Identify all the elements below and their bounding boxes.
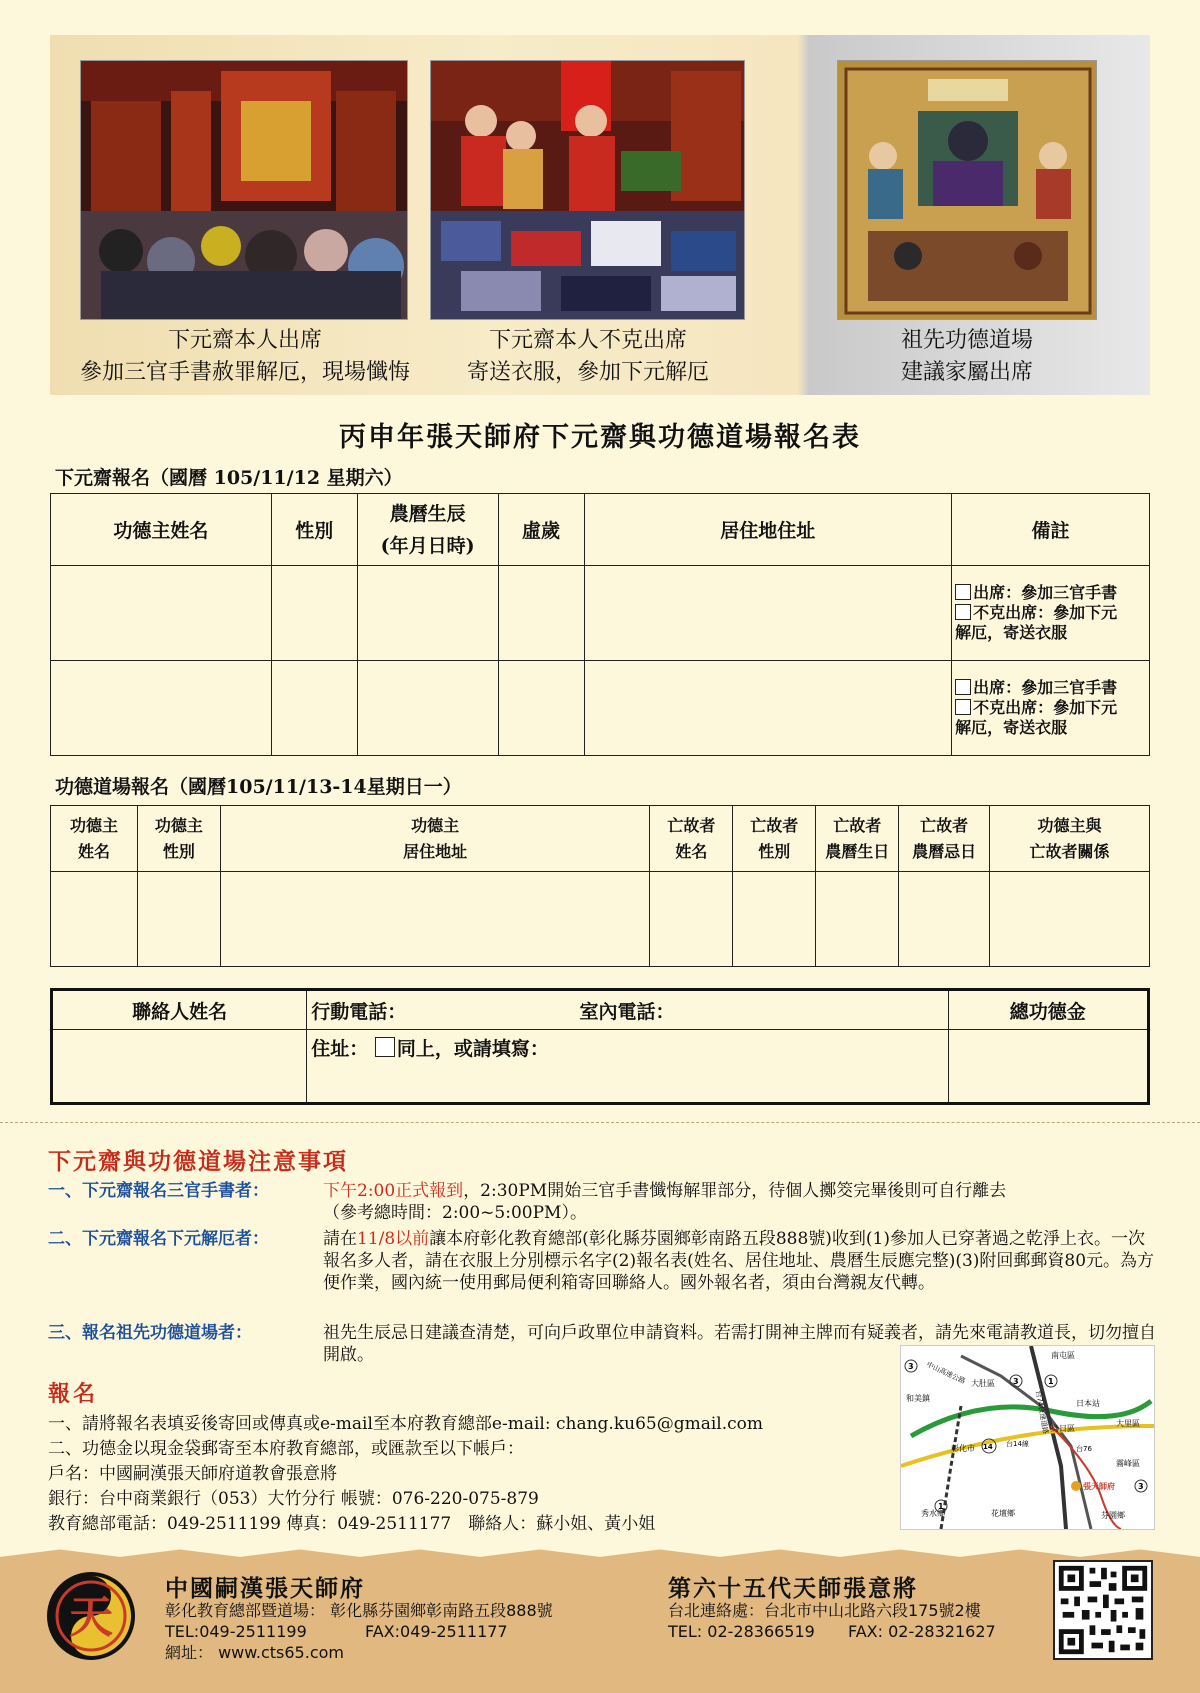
route-marker-1: 3 — [908, 1362, 914, 1371]
map-label-dali: 大里區 — [1116, 1419, 1140, 1428]
caption-ancestral — [787, 325, 1147, 389]
mobile-phone-label: 行動電話： — [311, 1000, 407, 1023]
absent-option-label-cont: 解厄，寄送衣服 — [955, 623, 1068, 642]
phone-header-cell — [307, 990, 948, 1030]
map-label-route14: 台14線 — [1006, 1440, 1029, 1448]
attend-option-label: 出席：參加三官手書 — [973, 678, 1118, 697]
absent-option-label: 不克出席：參加下元 — [973, 603, 1118, 622]
location-map — [900, 1345, 1155, 1530]
route-marker-6: 3 — [1013, 1377, 1019, 1386]
footer-master-title: 第六十五代天師張意將 — [668, 1575, 918, 1602]
home-phone-label: 室內電話： — [579, 1000, 675, 1023]
header-merit-gender-line1: 功德主 — [154, 815, 203, 835]
input-cell-merit-address[interactable] — [220, 872, 650, 967]
table-row — [51, 566, 1150, 661]
footer-taipei-phone: TEL: 02-28366519 — [668, 1622, 815, 1641]
map-label-wufeng: 霧峰區 — [1116, 1459, 1140, 1468]
table-row — [51, 872, 1150, 967]
caption-attend — [65, 325, 425, 389]
note-item-1-body2: （參考總時間：2:00~5:00PM）。 — [323, 1203, 587, 1223]
header-deceased-name-line2: 姓名 — [675, 841, 708, 861]
input-cell-contact-name[interactable] — [52, 1030, 307, 1104]
same-as-above-label: 同上，或請填寫： — [396, 1038, 549, 1060]
map-label-highway1: 中山高速公路 — [925, 1360, 967, 1386]
footer-hq-address: 彰化教育總部暨道場： 彰化縣芬園鄉彰南路五段888號 — [165, 1601, 553, 1620]
caption-ancestral-line2: 建議家屬出席 — [900, 360, 1033, 385]
note-item-1-label: 一、下元齋報名三官手書者： — [48, 1181, 269, 1201]
caption-attend-line2: 參加三官手書赦罪解厄，現場懺悔 — [79, 360, 410, 385]
qr-code-icon — [1053, 1560, 1153, 1660]
header-deceased-birthday-line1: 亡故者 — [833, 815, 882, 835]
header-merit-address — [220, 806, 650, 872]
logo-character: 天 — [69, 1592, 113, 1643]
footer-taipei-address: 台北連絡處：台北市中山北路六段175號2樓 — [668, 1601, 981, 1620]
input-cell-merit-gender[interactable] — [137, 872, 220, 967]
merit-registration-table — [50, 805, 1150, 967]
map-label-changhua: 彰化市 — [951, 1444, 975, 1453]
note-item-1-body: ，2:30PM開始三官手書懺悔解罪部分，待個人擲筊完畢後則可自行離去 — [463, 1181, 1007, 1201]
same-as-above-checkbox[interactable] — [375, 1037, 395, 1057]
input-cell-lunar-birth[interactable] — [357, 566, 498, 661]
contact-name-header: 聯絡人姓名 — [52, 990, 307, 1030]
note-item-2-text — [323, 1228, 1158, 1294]
caption-absent — [408, 325, 768, 389]
footer-hq-fax: FAX:049-2511177 — [365, 1622, 508, 1641]
header-lunar-birth-line2: (年月日時) — [380, 534, 475, 557]
map-label-hemei: 和美鎮 — [906, 1394, 930, 1403]
input-cell-gender[interactable] — [271, 566, 357, 661]
route-marker-3: 3 — [1138, 1482, 1144, 1491]
note-item-3-label: 三、報名祖先功德道場者： — [48, 1323, 252, 1343]
map-label-fenyuan: 芬園鄉 — [1101, 1511, 1125, 1520]
note-item-2-pre: 請在 — [323, 1229, 357, 1249]
photo-temple-ceremony — [80, 60, 408, 320]
absent-option-label-cont: 解厄，寄送衣服 — [955, 718, 1068, 737]
footer-website: 網址： www.cts65.com — [165, 1643, 344, 1662]
input-cell-gender[interactable] — [271, 661, 357, 756]
caption-absent-line2: 寄送衣服，參加下元解厄 — [466, 360, 709, 385]
input-cell-deceased-gender[interactable] — [733, 872, 816, 967]
header-deceased-name-line1: 亡故者 — [667, 815, 716, 835]
map-label-expressway74: 台74快速道路 — [1034, 1389, 1050, 1435]
map-label-station: 日本站 — [1076, 1399, 1100, 1408]
registration-line-3: 戶名：中國嗣漢張天師府道教會張意將 — [48, 1464, 337, 1484]
attend-option-label: 出席：參加三官手書 — [973, 583, 1118, 602]
input-cell-deceased-birthday[interactable] — [816, 872, 899, 967]
header-name: 功德主姓名 — [51, 494, 272, 566]
temple-ceremony-image — [81, 61, 408, 320]
header-relationship-line1: 功德主與 — [1037, 815, 1102, 835]
caption-attend-line1: 下元齋本人出席 — [167, 328, 322, 353]
map-label-dadu: 大肚區 — [971, 1379, 995, 1388]
attend-checkbox[interactable] — [955, 679, 971, 695]
note-item-3-body: 祖先生辰忌日建議查清楚，可向戶政單位申請資料。若需打開神主牌而有疑義者，請先來電請教道長，切勿擅自開啟。 — [323, 1323, 1156, 1365]
map-label-huatan: 花壇鄉 — [991, 1509, 1015, 1518]
header-merit-name-line1: 功德主 — [69, 815, 118, 835]
input-cell-lunar-birth[interactable] — [357, 661, 498, 756]
photo-priests-clothing — [430, 60, 745, 320]
header-merit-name-line2: 姓名 — [77, 841, 110, 861]
header-gender: 性別 — [271, 494, 357, 566]
notes-title: 下元齋與功德道場注意事項 — [48, 1148, 348, 1175]
input-cell-merit-name[interactable] — [51, 872, 138, 967]
note-item-2 — [48, 1228, 1158, 1318]
input-cell-age[interactable] — [498, 661, 584, 756]
caption-absent-line1: 下元齋本人不克出席 — [488, 328, 687, 353]
header-lunar-birth — [357, 494, 498, 566]
ancestral-painting-image — [838, 61, 1097, 320]
header-deceased-gender-line1: 亡故者 — [750, 815, 799, 835]
route-marker-5: 14 — [983, 1443, 993, 1451]
header-merit-address-line2: 居住地址 — [403, 841, 468, 861]
input-cell-total-merit[interactable] — [948, 1030, 1148, 1104]
header-merit-gender — [137, 806, 220, 872]
map-label-route76: 台76 — [1076, 1445, 1092, 1453]
footer-hq-phone: TEL:049-2511199 — [165, 1622, 307, 1641]
header-deceased-name — [650, 806, 733, 872]
footer-taipei-fax: FAX: 02-28321627 — [848, 1622, 996, 1641]
address-cell[interactable] — [307, 1030, 948, 1104]
header-merit-address-line1: 功德主 — [411, 815, 460, 835]
header-lunar-birth-line1: 農曆生辰 — [389, 502, 466, 525]
section-xiayuan-label: 下元齋報名（國曆 105/11/12 星期六） — [55, 467, 403, 489]
xiayuan-registration-table — [50, 493, 1150, 756]
registration-title: 報名 — [48, 1381, 99, 1407]
header-deceased-death-date-line2: 農曆忌日 — [912, 841, 977, 861]
input-cell-age[interactable] — [498, 566, 584, 661]
route-marker-4: 1 — [938, 1502, 944, 1511]
note-item-1-text — [323, 1180, 1158, 1224]
route-marker-2: 1 — [1048, 1377, 1054, 1386]
input-cell-deceased-name[interactable] — [650, 872, 733, 967]
section-merit-label: 功德道場報名（國曆105/11/13-14星期日一） — [55, 776, 462, 798]
remarks-cell — [952, 566, 1150, 661]
note-item-2-highlight: 11/8以前 — [357, 1229, 430, 1249]
header-deceased-death-date — [899, 806, 990, 872]
note-item-2-body: 讓本府彰化教育總部(彰化縣芬園鄉彰南路五段888號)收到(1)參加人已穿著過之乾淨上衣。一次報名多人者，請在衣服上分別標示名字(2)報名表(姓名、居住地址、農曆生辰應完整)(3)附回郵郵資80元。為方便作業，國內統一使用郵局便利箱寄回聯絡人。國外報名者，須由台灣親友代轉。 — [323, 1229, 1155, 1293]
input-cell-address[interactable] — [584, 661, 952, 756]
header-address: 居住地住址 — [584, 494, 952, 566]
input-cell-name[interactable] — [51, 566, 272, 661]
note-item-1-highlight: 下午2:00正式報到 — [323, 1181, 464, 1201]
registration-line-1: 一、請將報名表填妥後寄回或傳真或e-mail至本府教育總部e-mail: chang.ku65@gmail.com — [48, 1414, 764, 1434]
priests-clothing-image — [431, 61, 745, 320]
map-label-xiushui: 秀水鄉 — [921, 1509, 945, 1518]
address-label: 住址： — [311, 1038, 369, 1060]
header-merit-name — [51, 806, 138, 872]
header-deceased-birthday-line2: 農曆生日 — [825, 841, 890, 861]
caption-ancestral-line1: 祖先功德道場 — [900, 328, 1033, 353]
header-deceased-gender-line2: 性別 — [758, 841, 791, 861]
note-item-1 — [48, 1180, 1158, 1230]
header-deceased-death-date-line1: 亡故者 — [920, 815, 969, 835]
map-label-wuri: 烏日區 — [1051, 1424, 1075, 1433]
header-merit-gender-line2: 性別 — [162, 841, 195, 861]
remarks-cell — [952, 661, 1150, 756]
header-remarks: 備註 — [952, 494, 1150, 566]
table-row — [51, 661, 1150, 756]
registration-line-4: 銀行：台中商業銀行（053）大竹分行 帳號：076-220-075-879 — [48, 1489, 539, 1509]
form-title: 丙申年張天師府下元齋與功德道場報名表 — [339, 422, 861, 453]
input-cell-deceased-death-date[interactable] — [899, 872, 990, 967]
header-age: 虛歲 — [498, 494, 584, 566]
header-relationship — [990, 806, 1150, 872]
absent-checkbox[interactable] — [955, 699, 971, 715]
map-label-nantun: 南屯區 — [1051, 1351, 1075, 1360]
header-deceased-birthday — [816, 806, 899, 872]
attend-checkbox[interactable] — [955, 584, 971, 600]
photo-ancestral-painting — [837, 60, 1097, 320]
registration-line-5: 教育總部電話：049-2511199 傳真：049-2511177 聯絡人：蘇小姐、黃小姐 — [48, 1514, 656, 1534]
header-relationship-line2: 亡故者關係 — [1029, 841, 1110, 861]
footer-org-name: 中國嗣漢張天師府 — [165, 1575, 365, 1602]
temple-logo-icon — [45, 1570, 137, 1662]
input-cell-address[interactable] — [584, 566, 952, 661]
input-cell-relationship[interactable] — [990, 872, 1150, 967]
photo-banner — [50, 35, 1150, 395]
total-merit-header: 總功德金 — [948, 990, 1148, 1030]
map-graphic — [901, 1346, 1154, 1529]
input-cell-name[interactable] — [51, 661, 272, 756]
absent-checkbox[interactable] — [955, 604, 971, 620]
contact-table — [50, 988, 1150, 1105]
header-deceased-gender — [733, 806, 816, 872]
notes-divider — [0, 1122, 1200, 1123]
absent-option-label: 不克出席：參加下元 — [973, 698, 1118, 717]
registration-line-2: 二、功德金以現金袋郵寄至本府教育總部，或匯款至以下帳戶： — [48, 1439, 524, 1459]
note-item-2-label: 二、下元齋報名下元解厄者： — [48, 1229, 269, 1249]
map-label-temple: 張天師府 — [1083, 1482, 1115, 1491]
